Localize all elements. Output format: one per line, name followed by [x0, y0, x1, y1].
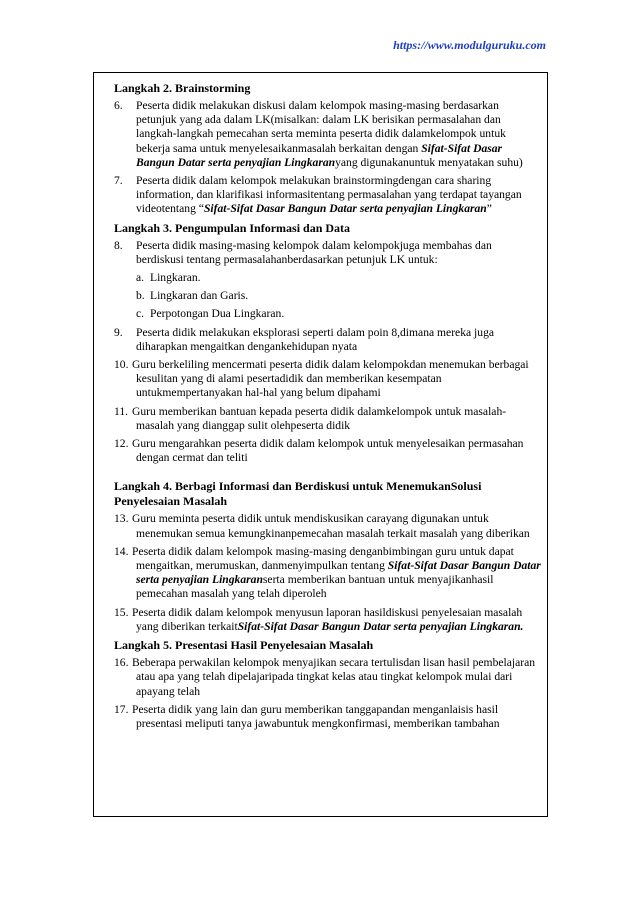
list-item-13: [114, 512, 541, 540]
item-text: Guru berkeliling mencermati peserta didik dalam kelompokdan menemukan berbagai kesulitan yang di alami pesertadidik dan memberikan kesempatan untukmempertanyakan hal-hal yang belum dipahami: [132, 358, 529, 400]
item-number: 7.: [114, 174, 123, 188]
step-5-heading: Langkah 5. Presentasi Hasil Penyelesaian Masalah: [114, 638, 374, 653]
item-text: Peserta didik masing-masing kelompok dalam kelompokjuga membahas dan berdiskusi tentang permasalahanberdasarkan petunjuk LK untuk:: [136, 238, 492, 266]
item-number: 13.: [114, 512, 129, 526]
item-number: 14.: [114, 544, 129, 558]
list-item-10: [114, 358, 541, 401]
item-text: Peserta didik melakukan diskusi dalam kelompok masing-masing berdasarkan petunjuk yang ada dalam LK(misalkan: dalam LK berisikan permasalahan dan langkah-langkah pemecahan serta meminta peserta didik dalamkelompok untuk bekerja sama untuk menyelesaikanmasalah berkaitan dengan: [136, 99, 506, 155]
item-text: Beberapa perwakilan kelompok menyajikan secara tertulisdan lisan hasil pembelajaran atau apa yang telah dipelajaripada tingkat kelas atau tingkat kelompok mulai dari apayang telah: [132, 656, 536, 698]
list-item-11: [114, 405, 541, 433]
item-number: 16.: [114, 656, 129, 670]
list-item-14: [114, 545, 541, 602]
item-number: 8.: [114, 238, 123, 252]
item-text-end: ”: [486, 202, 492, 216]
item-text: Guru mengarahkan peserta didik dalam kelompok untuk menyelesaikan permasahan dengan cermat dan teliti: [132, 437, 524, 465]
list-item-12: [114, 437, 541, 465]
sub-letter: b.: [136, 289, 145, 303]
item-text: Peserta didik melakukan eksplorasi seperti dalam poin 8,dimana mereka juga diharapkan mengaitkan dengankehidupan nyata: [136, 325, 495, 353]
item-text: Peserta didik dalam kelompok melakukan brainstormingdengan cara sharing information, dan klarifikasi informasitentang permasalahan yang terdapat tayangan videotentang “: [136, 174, 522, 216]
item-number: 9.: [114, 325, 123, 339]
sub-item-a: [136, 271, 541, 285]
item-number: 15.: [114, 605, 129, 619]
header-url-link[interactable]: https://www.modulguruku.com: [393, 38, 546, 52]
sub-letter: a.: [136, 271, 145, 285]
item-text: Peserta didik dalam kelompok masing-masing denganbimbingan guru untuk dapat mengaitkan, merumuskan, danmenyimpulkan tentang: [132, 544, 514, 573]
sub-item-c: [136, 307, 541, 321]
sub-text: Lingkaran.: [150, 271, 201, 285]
item-emphasis: Sifat-Sifat Dasar Bangun Datar serta penyajian Lingkaran.: [237, 619, 524, 633]
item-emphasis: Sifat-Sifat Dasar Bangun Datar serta penyajian Lingkaran: [203, 202, 487, 216]
item-text: Guru meminta peserta didik untuk mendiskusikan carayang digunakan untuk menemukan semua kemungkinanpemecahan masalah terkait masalah yang diberikan: [132, 512, 530, 540]
item-text: Peserta didik dalam kelompok menyusun laporan hasildiskusi penyelesaian masalah yang diberikan terkait: [132, 605, 523, 633]
list-item-7: [114, 174, 541, 217]
item-emphasis: Sifat-Sifat Dasar Bangun Datar serta penyajian Lingkaran: [136, 559, 541, 587]
step-2-heading: Langkah 2. Brainstorming: [114, 81, 251, 95]
list-item-6: [114, 99, 541, 170]
list-item-9: [114, 326, 541, 354]
item-number: 12.: [114, 437, 129, 451]
content-frame: [93, 72, 548, 817]
item-emphasis: Sifat-Sifat Dasar Bangun Datar serta penyajian Lingkaran: [136, 141, 503, 169]
item-number: 17.: [114, 702, 129, 716]
sub-item-b: [136, 289, 541, 303]
item-number: 10.: [114, 358, 129, 372]
list-item-8: [114, 239, 541, 267]
item-text-end: serta memberikan bantuan untuk menyajikanhasil pemecahan masalah yang telah diperoleh: [136, 573, 494, 601]
sub-text: Lingkaran dan Garis.: [150, 289, 249, 303]
item-text: Guru memberikan bantuan kepada peserta didik dalamkelompok untuk masalah-masalah yang dianggap sulit olehpeserta didik: [132, 404, 507, 432]
list-item-17: [114, 703, 541, 731]
list-item-15: [114, 606, 541, 634]
list-item-16: [114, 656, 541, 699]
sub-text: Perpotongan Dua Lingkaran.: [150, 307, 285, 321]
sub-letter: c.: [136, 307, 145, 321]
item-number: 11.: [114, 404, 129, 418]
item-number: 6.: [114, 99, 123, 112]
step-4-heading: Langkah 4. Berbagi Informasi dan Berdiskusi untuk MenemukanSolusi Penyelesaian Masalah: [114, 479, 482, 509]
item-text-end: yang digunakanuntuk menyatakan suhu): [335, 155, 523, 169]
step-3-heading: Langkah 3. Pengumpulan Informasi dan Data: [114, 220, 351, 235]
item-text: Peserta didik yang lain dan guru memberikan tanggapandan menganlaisis hasil presentasi meliputi tanya jawabuntuk mengkonfirmasi, memberikan tambahan: [132, 702, 500, 730]
